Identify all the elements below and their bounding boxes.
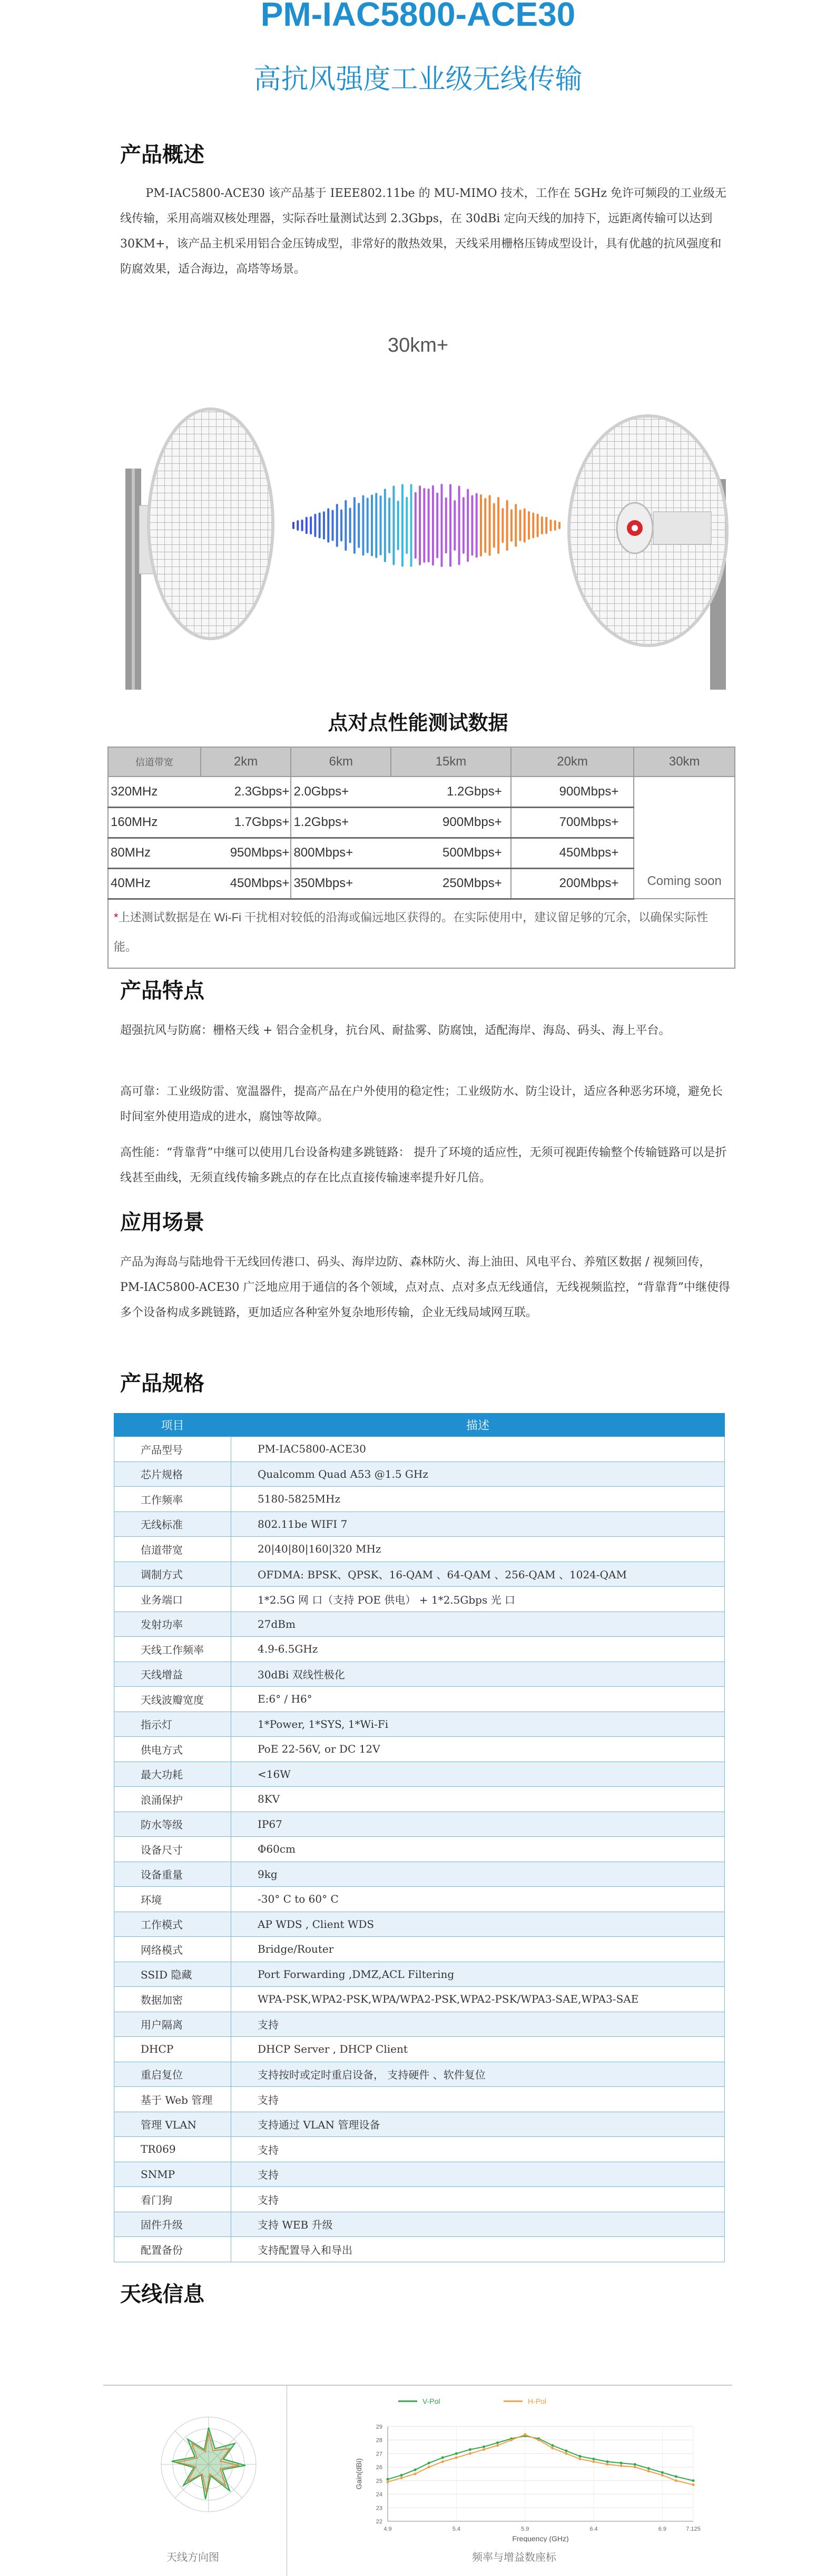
spec-item-cell: DHCP (114, 2037, 231, 2062)
wave-bar (401, 484, 404, 566)
spec-item-cell: 固件升级 (114, 2212, 231, 2237)
chart-caption: 频率与增益数座标 (472, 2551, 556, 2563)
data-point (400, 2474, 403, 2476)
spec-desc-cell: 30dBi 双线性极化 (231, 1662, 725, 1687)
wave-bar (332, 510, 334, 541)
data-point (620, 2464, 623, 2467)
wave-bar (480, 494, 482, 556)
polar-caption: 天线方向图 (166, 2551, 219, 2563)
header-bandwidth: 信道带宽 (108, 747, 201, 777)
y-tick-label: 24 (376, 2491, 382, 2498)
left-antenna (125, 409, 273, 690)
wave-bar (340, 510, 342, 542)
antenna-heading: 天线信息 (120, 2282, 204, 2306)
wave-bar (371, 495, 373, 556)
wave-bar (471, 495, 473, 555)
test-data-note (108, 899, 735, 968)
data-point (510, 2439, 513, 2441)
wave-bar (410, 484, 412, 566)
throughput-cell: 350Mbps+ (291, 868, 391, 899)
spec-desc-cell: WPA-PSK,WPA2-PSK,WPA/WPA2-PSK,WPA2-PSK/WPA3-SAE,WPA3-SAE (231, 1987, 725, 2012)
wave-bar (432, 485, 434, 566)
spec-desc-cell: 支持 (231, 2187, 725, 2212)
spec-desc-cell: 支持 (231, 2137, 725, 2162)
antenna-info-panel (103, 2385, 732, 2575)
throughput-cell: 700Mbps+ (511, 807, 634, 838)
wave-bar (292, 522, 294, 529)
data-point (606, 2460, 609, 2463)
data-point (496, 2441, 499, 2444)
spec-item-cell: 天线工作频率 (114, 1637, 231, 1662)
spec-item-cell: 防水等级 (114, 1812, 231, 1837)
spec-item-cell: 信道带宽 (114, 1537, 231, 1562)
spec-desc-cell: <16W (231, 1762, 725, 1787)
spec-row (114, 1937, 725, 1962)
wave-bar (306, 517, 308, 534)
throughput-cell: 450Mbps+ (511, 838, 634, 868)
bandwidth-cell: 80MHz (108, 838, 201, 868)
scenarios-heading: 应用场景 (120, 1210, 204, 1235)
wave-bar (449, 484, 451, 566)
spec-row (114, 1862, 725, 1887)
polar-pattern-chart (156, 2406, 261, 2522)
spec-item-cell: 业务端口 (114, 1587, 231, 1612)
bandwidth-cell: 40MHz (108, 868, 201, 899)
product-model-title: PM-IAC5800-ACE30 (260, 0, 576, 33)
scenarios-text: 产品为海岛与陆地骨干无线回传港口、码头、海岸边防、森林防火、海上油田、风电平台、养殖区数据 / 视频回传，PM-IAC5800-ACE30 广泛地应用于通信的各个领域，点对点、点对多点无线通信，无线视频监控，“背靠背”中继使得多个设备构成多跳链路，更加适应各种室外复杂地形传输，企业无线局域网互联。 (120, 1256, 730, 1319)
signal-waveform (292, 484, 560, 567)
bandwidth-cell: 320MHz (108, 777, 201, 807)
data-point (606, 2463, 609, 2466)
wave-bar (463, 497, 465, 553)
spec-desc-cell: 支持通过 VLAN 管理设备 (231, 2112, 725, 2137)
throughput-cell: 1.2Gbps+ (291, 807, 391, 838)
spec-row (114, 1561, 725, 1587)
wave-bar (367, 498, 369, 553)
spec-row (114, 1962, 725, 1987)
spec-desc-cell: 5180-5825MHz (231, 1487, 725, 1512)
spec-item-cell: SSID 隐藏 (114, 1962, 231, 1987)
wave-bar (423, 488, 425, 563)
data-point (428, 2466, 430, 2469)
spec-row (114, 2162, 725, 2187)
data-point (537, 2439, 540, 2441)
wave-bar (388, 498, 390, 553)
data-point (675, 2475, 677, 2478)
spec-desc-cell: AP WDS , Client WDS (231, 1912, 725, 1937)
note-asterisk: * (114, 910, 119, 924)
spec-row (114, 1762, 725, 1787)
data-point (647, 2467, 650, 2470)
spec-row (114, 2137, 725, 2162)
header-distance: 2km (201, 747, 291, 777)
p2p-performance-table (107, 747, 735, 969)
features-heading: 产品特点 (120, 979, 204, 1003)
wave-bar (397, 501, 399, 550)
wave-bar (353, 497, 356, 554)
data-point (414, 2473, 417, 2475)
x-tick-label: 6.9 (658, 2526, 666, 2532)
spec-desc-cell: 27dBm (231, 1612, 725, 1637)
throughput-cell: 900Mbps+ (391, 807, 511, 838)
overview-heading: 产品概述 (120, 143, 204, 167)
data-point (469, 2448, 471, 2451)
spec-desc-cell: Qualcomm Quad A53 @1.5 GHz (231, 1461, 725, 1487)
feature-item: 高可靠：工业级防雷、宽温器件，提高产品在户外使用的稳定性；工业级防水、防尘设计，适应各种恶劣环境，避免长时间室外使用造成的进水，腐蚀等故障。 (120, 1085, 723, 1123)
data-point (565, 2450, 567, 2452)
spec-item-cell: 数据加密 (114, 1987, 231, 2012)
data-point (634, 2466, 636, 2469)
wave-bar (506, 500, 508, 551)
wave-bar (545, 517, 547, 534)
spec-item-cell: 环境 (114, 1887, 231, 1912)
spec-item-cell: 产品型号 (114, 1437, 231, 1462)
spec-row (114, 2212, 725, 2237)
spec-header-desc: 描述 (231, 1414, 725, 1437)
spec-row (114, 1511, 725, 1537)
spec-item-cell: 设备重量 (114, 1862, 231, 1887)
spec-heading: 产品规格 (120, 1371, 204, 1396)
wave-bar (532, 513, 534, 539)
wave-bar (454, 500, 456, 551)
data-point (692, 2479, 695, 2482)
spec-row (114, 1437, 725, 1462)
series-line-h-pol (388, 2434, 693, 2484)
spec-row (114, 2012, 725, 2037)
throughput-cell: 500Mbps+ (391, 838, 511, 868)
spec-desc-cell: 支持 (231, 2087, 725, 2112)
data-point (455, 2456, 458, 2459)
spec-desc-cell: E:6° / H6° (231, 1687, 725, 1712)
spec-row (114, 1712, 725, 1737)
table-row (108, 777, 735, 807)
spec-item-cell: 重启复位 (114, 2062, 231, 2087)
spec-row (114, 1612, 725, 1637)
header-distance: 6km (291, 747, 391, 777)
data-point (483, 2445, 485, 2448)
data-point (496, 2444, 499, 2447)
spec-row (114, 1737, 725, 1762)
throughput-cell: 2.0Gbps+ (291, 777, 391, 807)
header-distance: 15km (391, 747, 511, 777)
x-tick-label: 7.125 (686, 2526, 701, 2532)
wave-bar (554, 520, 556, 531)
wave-bar (358, 503, 360, 548)
wave-bar (428, 489, 430, 562)
spec-row (114, 2062, 725, 2087)
throughput-cell: 450Mbps+ (201, 868, 291, 899)
throughput-cell: 950Mbps+ (201, 838, 291, 868)
spec-row (114, 1837, 725, 1862)
wave-bar (314, 514, 316, 537)
wave-bar (419, 485, 421, 565)
data-point (692, 2483, 695, 2486)
spec-desc-cell: Bridge/Router (231, 1937, 725, 1962)
series-line-v-pol (388, 2436, 693, 2481)
overview-text: PM-IAC5800-ACE30 该产品基于 IEEE802.11be 的 MU-MIMO 技术，工作在 5GHz 免许可频段的工业级无线传输，采用高端双核处理器，实际吞吐量测试达到 2.3Gbps，在 30dBi 定向天线的加持下，远距离传输可以达到 30KM+，该产品主机采用铝合金压铸成型，非常好的散热效果，天线采用栅格压铸成型设计，具有优越的抗风强度和防腐效果，适合海边，高塔等场景。 (120, 187, 726, 276)
spec-row (114, 1687, 725, 1712)
wave-bar (436, 493, 438, 559)
spec-item-cell: 最大功耗 (114, 1762, 231, 1787)
data-point (414, 2469, 417, 2471)
data-point (455, 2452, 458, 2455)
data-point (551, 2444, 554, 2447)
spec-desc-cell: PoE 22-56V, or DC 12V (231, 1737, 725, 1762)
x-axis-label: Frequency (GHz) (512, 2534, 569, 2542)
spec-row (114, 1812, 725, 1837)
wave-bar (510, 509, 513, 542)
y-tick-label: 23 (376, 2505, 382, 2512)
spec-table (114, 1413, 725, 2262)
y-tick-label: 29 (376, 2424, 382, 2430)
spec-item-cell: 管理 VLAN (114, 2112, 231, 2137)
coming-soon-cell: Coming soon (634, 777, 735, 899)
product-subtitle: 高抗风强度工业级无线传输 (253, 64, 583, 95)
wave-bar (362, 495, 364, 556)
x-tick-label: 6.4 (589, 2526, 598, 2532)
wave-bar (467, 489, 469, 562)
wave-bar (301, 520, 303, 531)
data-point (400, 2476, 403, 2479)
spec-row (114, 1662, 725, 1687)
data-point (551, 2447, 554, 2450)
spec-item-cell: 设备尺寸 (114, 1837, 231, 1862)
spec-item-cell: 调制方式 (114, 1561, 231, 1587)
spec-row (114, 2237, 725, 2262)
wave-bar (541, 516, 543, 534)
wave-bar (528, 511, 530, 540)
wave-bar (375, 493, 377, 558)
feature-item: 高性能：“背靠背”中继可以使用几台设备构建多跳链路： 提升了环境的适应性，无须可视距传输整个传输链路可以是折线甚至曲线，无须直线传输多跳点的存在比点直接传输速率提升好几倍。 (120, 1146, 727, 1185)
spec-item-cell: 天线波瓣宽度 (114, 1687, 231, 1712)
wave-bar (515, 504, 517, 546)
data-point (483, 2448, 485, 2451)
spec-row (114, 1537, 725, 1562)
data-point (578, 2455, 581, 2458)
wave-bar (497, 497, 499, 554)
y-axis-label: Gain(dBi) (355, 2458, 363, 2490)
spec-item-cell: 芯片规格 (114, 1461, 231, 1487)
data-point (441, 2456, 444, 2459)
wave-bar (458, 486, 460, 565)
spec-item-cell: 工作频率 (114, 1487, 231, 1512)
wave-bar (537, 514, 539, 538)
spec-row (114, 1912, 725, 1937)
spec-row (114, 1461, 725, 1487)
data-point (647, 2470, 650, 2472)
throughput-cell: 250Mbps+ (391, 868, 511, 899)
wave-bar (445, 498, 447, 553)
wave-bar (406, 497, 408, 554)
spec-row (114, 2037, 725, 2062)
spec-row (114, 1487, 725, 1512)
spec-item-cell: 看门狗 (114, 2187, 231, 2212)
spec-desc-cell: Φ60cm (231, 1837, 725, 1862)
spec-item-cell: 网络模式 (114, 1937, 231, 1962)
throughput-cell: 2.3Gbps+ (201, 777, 291, 807)
throughput-cell: 800Mbps+ (291, 838, 391, 868)
x-tick-label: 4.9 (383, 2526, 392, 2532)
header-distance: 20km (511, 747, 634, 777)
data-point (661, 2474, 664, 2476)
spec-row (114, 1987, 725, 2012)
wave-bar (336, 504, 338, 547)
spec-row (114, 2112, 725, 2137)
throughput-cell: 900Mbps+ (511, 777, 634, 807)
legend-label: V-Pol (422, 2397, 440, 2405)
spec-row (114, 2087, 725, 2112)
spec-desc-cell: -30° C to 60° C (231, 1887, 725, 1912)
spec-desc-cell: 支持配置导入和导出 (231, 2237, 725, 2262)
spec-desc-cell: 9kg (231, 1862, 725, 1887)
wave-bar (549, 520, 552, 531)
spec-desc-cell: 支持 WEB 升级 (231, 2212, 725, 2237)
data-point (441, 2460, 444, 2463)
spec-item-cell: TR069 (114, 2137, 231, 2162)
spec-desc-cell: 支持 (231, 2162, 725, 2187)
wave-bar (484, 498, 486, 553)
data-point (593, 2460, 595, 2463)
wave-bar (392, 486, 395, 565)
y-tick-label: 26 (376, 2464, 382, 2471)
spec-row (114, 1587, 725, 1612)
spec-row (114, 1637, 725, 1662)
data-point (469, 2452, 471, 2455)
header-distance: 30km (634, 747, 735, 777)
bandwidth-cell: 160MHz (108, 807, 201, 838)
spec-desc-cell: PM-IAC5800-ACE30 (231, 1437, 725, 1462)
y-tick-label: 27 (376, 2451, 382, 2458)
wave-bar (310, 516, 312, 534)
wave-bar (476, 493, 478, 558)
data-point (620, 2462, 623, 2464)
wave-bar (384, 489, 386, 562)
data-point (524, 2433, 526, 2436)
spec-desc-cell: Port Forwarding ,DMZ,ACL Filtering (231, 1962, 725, 1987)
spec-desc-cell: IP67 (231, 1812, 725, 1837)
wave-bar (501, 508, 504, 543)
spec-item-cell: 浪涌保护 (114, 1787, 231, 1812)
wave-bar (349, 508, 351, 543)
spec-item-cell: SNMP (114, 2162, 231, 2187)
p2p-table-title: 点对点性能测试数据 (328, 711, 508, 734)
wave-bar (319, 512, 321, 538)
spec-item-cell: 配置备份 (114, 2237, 231, 2262)
throughput-cell: 1.7Gbps+ (201, 807, 291, 838)
spec-desc-cell: DHCP Server , DHCP Client (231, 2037, 725, 2062)
y-tick-label: 25 (376, 2478, 382, 2484)
data-point (387, 2481, 389, 2483)
data-point (661, 2471, 664, 2474)
spec-row (114, 1787, 725, 1812)
distance-label: 30km+ (387, 334, 449, 356)
y-tick-label: 22 (376, 2519, 382, 2525)
spec-desc-cell: 支持 (231, 2012, 725, 2037)
spec-item-cell: 无线标准 (114, 1511, 231, 1537)
y-tick-label: 28 (376, 2437, 382, 2444)
spec-item-cell: 发射功率 (114, 1612, 231, 1637)
spec-row (114, 2187, 725, 2212)
spec-desc-cell: 1*2.5G 网 口（支持 POE 供电） + 1*2.5Gbps 光 口 (231, 1587, 725, 1612)
data-point (634, 2463, 636, 2466)
x-tick-label: 5.9 (521, 2526, 529, 2532)
x-tick-label: 5.4 (452, 2526, 460, 2532)
wave-bar (327, 508, 329, 542)
feature-item: 超强抗风与防腐：栅格天线 + 铝合金机身，抗台风、耐盐雾、防腐蚀，适配海岸、海岛、码头、海上平台。 (120, 1024, 671, 1037)
data-point (565, 2452, 567, 2455)
spec-item-cell: 指示灯 (114, 1712, 231, 1737)
wave-bar (323, 511, 325, 539)
wave-bar (519, 510, 521, 541)
note-text: 上述测试数据是在 Wi-Fi 干扰相对较低的沿海或偏远地区获得的。在实际使用中，建议留足够的冗余，以确保实际性能。 (114, 910, 709, 953)
spec-item-cell: 用户隔离 (114, 2012, 231, 2037)
wave-bar (415, 492, 417, 559)
spec-desc-cell: 20|40|80|160|320 MHz (231, 1537, 725, 1562)
antenna-link-illustration (105, 390, 743, 690)
wave-bar (440, 484, 442, 567)
data-point (387, 2478, 389, 2481)
data-point (593, 2458, 595, 2460)
throughput-cell: 1.2Gbps+ (391, 777, 511, 807)
wave-bar (489, 495, 491, 556)
wave-bar (380, 495, 382, 555)
spec-item-cell: 供电方式 (114, 1737, 231, 1762)
gain-frequency-chart (346, 2390, 714, 2542)
throughput-cell: 200Mbps+ (511, 868, 634, 899)
wave-bar (493, 503, 495, 548)
legend-label: H-Pol (528, 2397, 547, 2405)
wave-bar (558, 522, 560, 529)
spec-item-cell: 天线增益 (114, 1662, 231, 1687)
wave-bar (297, 520, 299, 531)
spec-item-cell: 工作模式 (114, 1912, 231, 1937)
spec-desc-cell: 8KV (231, 1787, 725, 1812)
wave-bar (345, 500, 347, 551)
spec-desc-cell: 1*Power, 1*SYS, 1*Wi-Fi (231, 1712, 725, 1737)
data-point (428, 2462, 430, 2464)
spec-item-cell: 基于 Web 管理 (114, 2087, 231, 2112)
data-point (578, 2458, 581, 2460)
wave-bar (524, 509, 526, 543)
spec-row (114, 1887, 725, 1912)
right-antenna (569, 416, 727, 690)
spec-desc-cell: 支持按时或定时重启设备， 支持硬件 、软件复位 (231, 2062, 725, 2087)
spec-header-item: 项目 (114, 1414, 231, 1437)
spec-desc-cell: 4.9-6.5GHz (231, 1637, 725, 1662)
spec-desc-cell: 802.11be WIFI 7 (231, 1511, 725, 1537)
data-point (675, 2479, 677, 2482)
spec-desc-cell: OFDMA: BPSK、QPSK、16-QAM 、64-QAM 、256-QAM 、1024-QAM (231, 1561, 725, 1587)
